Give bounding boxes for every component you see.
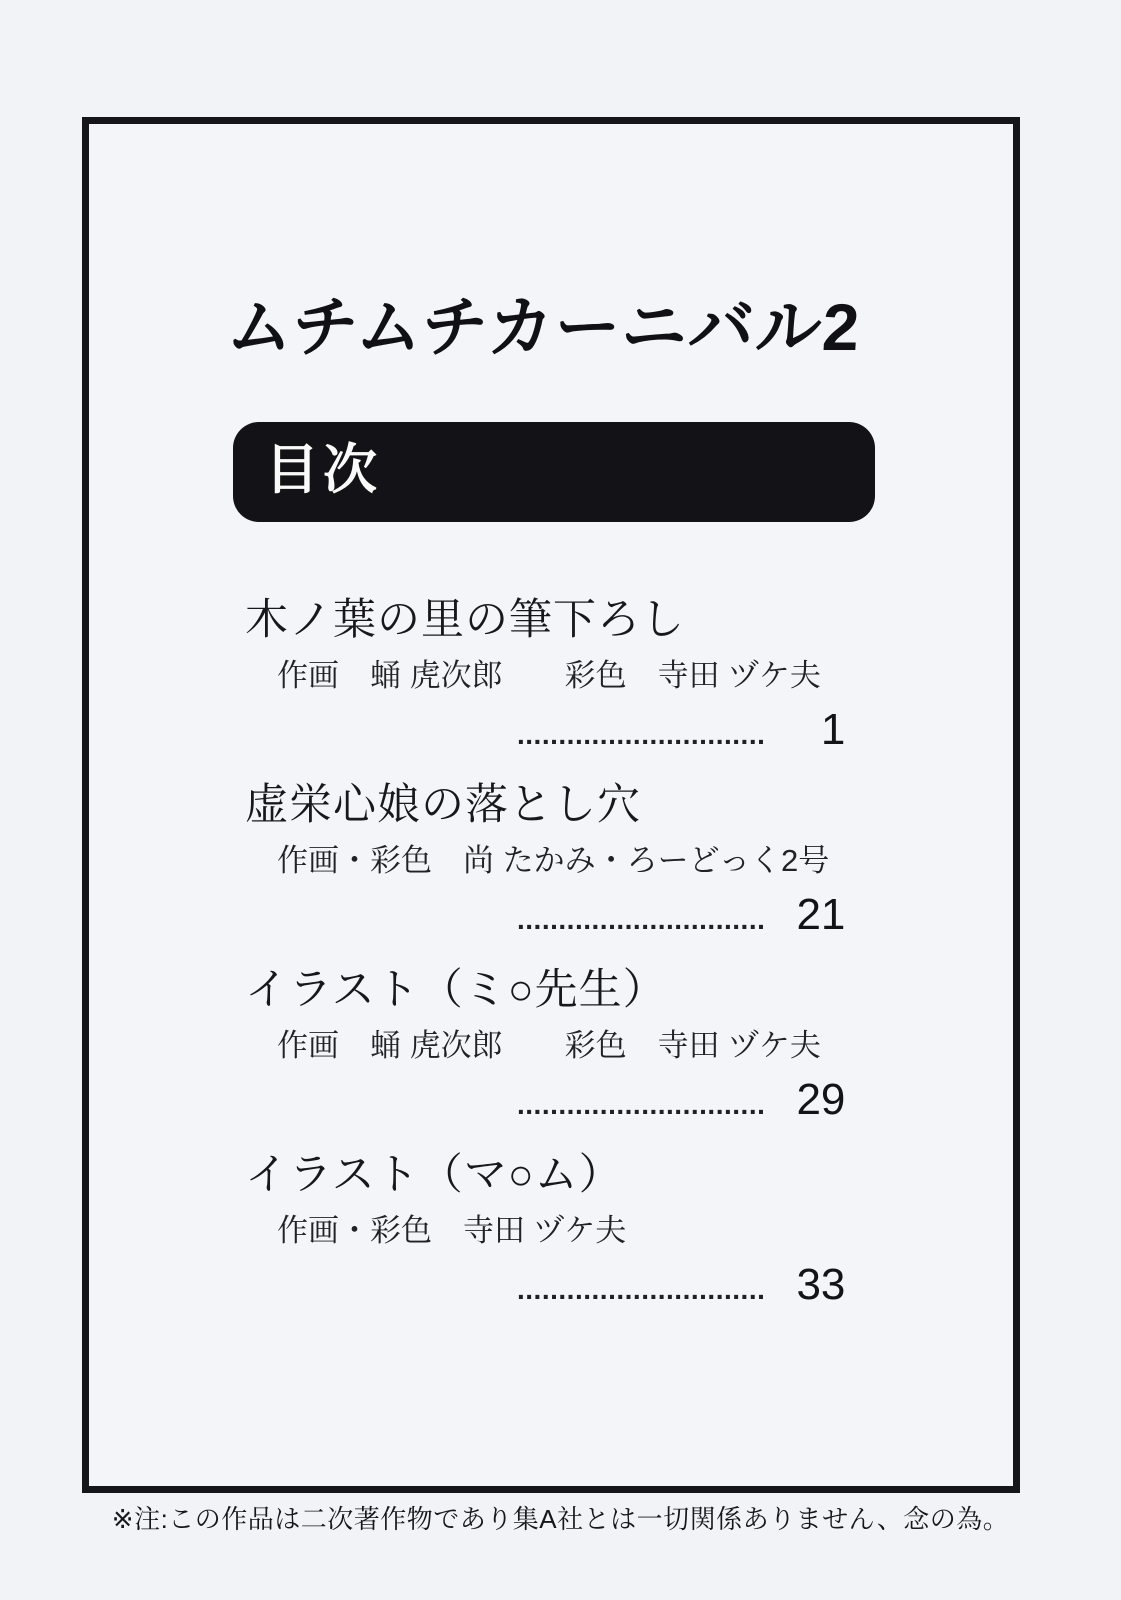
entry-leader — [517, 889, 977, 941]
entry-title: イラスト（ミ○先生） — [245, 966, 667, 1014]
entry-title: 虚栄心娘の落とし穴 — [245, 781, 641, 829]
leader-dots: .............................. — [517, 1089, 766, 1120]
toc-header-bar — [233, 422, 875, 522]
content-frame — [82, 117, 1020, 1493]
disclaimer-note: ※注:この作品は二次著作物であり集A社とは一切関係ありません、念の為。 — [111, 1504, 1010, 1534]
entry-title: イラスト（マ○ム） — [245, 1151, 623, 1199]
entry-title: 木ノ葉の里の筆下ろし — [245, 596, 685, 644]
toc-entries — [245, 594, 977, 1334]
toc-entry — [245, 779, 977, 941]
toc-entry — [245, 964, 977, 1126]
book-title: ムチムチカーニバル2 — [224, 290, 863, 364]
entry-leader — [517, 1074, 977, 1126]
entry-credits: 作画 蛹 虎次郎 彩色 寺田 ヅケ夫 — [277, 1028, 821, 1063]
toc-entry — [245, 1149, 977, 1311]
toc-label: 目次 — [265, 440, 381, 500]
entry-leader — [517, 1259, 977, 1311]
entry-page-number: 33 — [796, 1260, 846, 1309]
leader-dots: .............................. — [517, 719, 766, 750]
entry-credits: 作画・彩色 尚 たかみ・ろーどっく2号 — [277, 843, 830, 878]
leader-dots: .............................. — [517, 904, 766, 935]
entry-page-number: 21 — [796, 890, 846, 939]
entry-page-number: 1 — [820, 705, 846, 754]
entry-credits: 作画・彩色 寺田 ヅケ夫 — [277, 1213, 627, 1248]
entry-credits: 作画 蛹 虎次郎 彩色 寺田 ヅケ夫 — [277, 658, 821, 693]
leader-dots: .............................. — [517, 1274, 766, 1305]
entry-leader — [517, 704, 977, 756]
entry-page-number: 29 — [796, 1075, 846, 1124]
toc-entry — [245, 594, 977, 756]
